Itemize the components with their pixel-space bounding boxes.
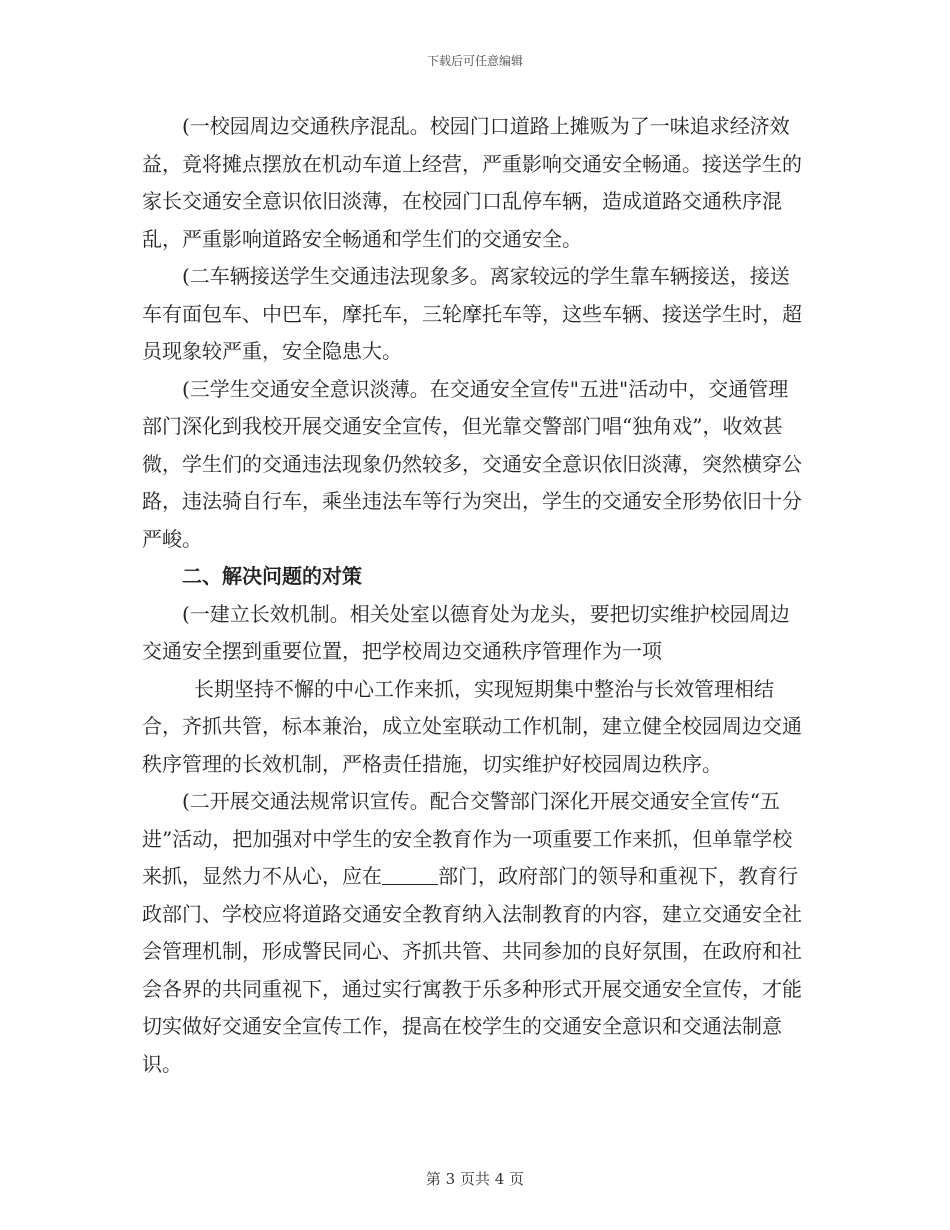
paragraph-long-term-mechanism: (一建立长效机制。相关处室以德育处为龙头，要把切实维护校园周边交通安全摆到重要位置，把学校周边交通秩序管理作为一项 bbox=[142, 601, 790, 663]
fill-in-blank bbox=[382, 864, 438, 885]
paragraph-vehicle-violations: (二车辆接送学生交通违法现象多。离家较远的学生靠车辆接送，接送车有面包车、中巴车，摩托车，三轮摩托车等，这些车辆、接送学生时，超员现象较严重，安全隐患大。 bbox=[142, 264, 802, 363]
paragraph-text-before-blank: (二开展交通法规常识宣传。配合交警部门深化开展交通安全宣传“五进”活动，把加强对中学生的安全教育作为一项重要工作来抓，但单靠学校来抓，显然力不从心，应在 bbox=[142, 789, 793, 888]
paragraph-student-awareness: (三学生交通安全意识淡薄。在交通安全宣传"五进"活动中，交通管理部门深化到我校开展交通安全宣传，但光靠交警部门唱“独角戏”，收效甚微，学生们的交通违法现象仍然较多，交通安全意识依旧淡薄，突然横穿公路，违法骑自行车，乘坐违法车等行为突出，学生的交通安全形势依旧十分严峻。 bbox=[142, 376, 802, 551]
section-heading: 二、解决问题的对策 bbox=[182, 564, 362, 588]
paragraph-law-publicity bbox=[142, 783, 808, 1083]
paragraph-text-after-blank: 部门，政府部门的领导和重视下，教育行政部门、学校应将道路交通安全教育纳入法制教育的内容，建立交通安全社会管理机制，形成警民同心、齐抓共管、共同参加的良好氛围，在政府和社会各界的共同重视下，通过实行寓教于乐多种形式开展交通安全宣传，才能切实做好交通安全宣传工作，提高在校学生的交通安全意识和交通法制意识。 bbox=[142, 864, 802, 1076]
paragraph-long-term-continued: 长期坚持不懈的中心工作来抓，实现短期集中整治与长效管理相结合，齐抓共管，标本兼治，成立处室联动工作机制，建立健全校园周边交通秩序管理的长效机制，严格责任措施，切实维护好校园周边秩序。 bbox=[142, 676, 802, 776]
document-body bbox=[142, 108, 808, 1083]
page-footer: 第 3 页共 4 页 bbox=[425, 1170, 525, 1188]
paragraph-school-traffic-disorder: (一校园周边交通秩序混乱。校园门口道路上摊贩为了一味追求经济效益，竟将摊点摆放在机动车道上经营，严重影响交通安全畅通。接送学生的家长交通安全意识依旧淡薄，在校园门口乱停车辆，造成道路交通秩序混乱，严重影响道路安全畅通和学生们的交通安全。 bbox=[142, 114, 802, 251]
page-header: 下载后可任意编辑 bbox=[426, 54, 523, 68]
